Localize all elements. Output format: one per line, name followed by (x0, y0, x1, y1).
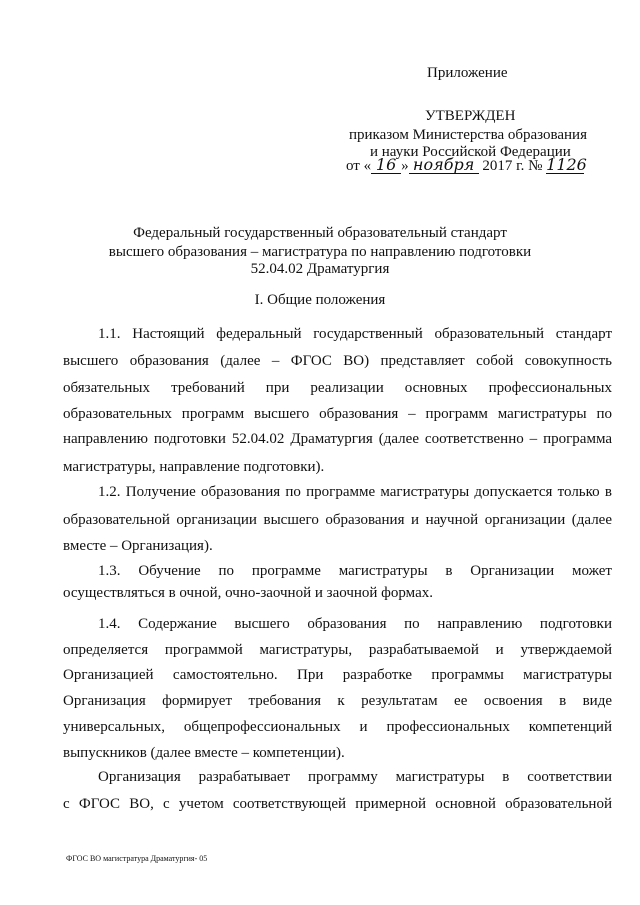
date-prefix: от « (346, 158, 372, 174)
date-day-handwritten: 16 (371, 157, 401, 174)
body-line: Организация разрабатывает программу магистратуры в соответствии (98, 769, 612, 785)
title-line-1: Федеральный государственный образовательный стандарт (133, 225, 507, 241)
body-line: вместе – Организация). (63, 538, 213, 554)
title-line-3: 52.04.02 Драматургия (250, 261, 390, 277)
appendix-label: Приложение (427, 65, 508, 81)
date-mid: » (401, 158, 409, 174)
body-line: с ФГОС ВО, с учетом соответствующей примерной основной образовательной (63, 796, 612, 812)
body-line: магистратуры, направление подготовки). (63, 459, 325, 475)
body-line: образовательной организации высшего образования и научной организации (далее (63, 512, 612, 528)
date-year: 2017 г. № (482, 158, 543, 174)
date-month-handwritten: ноября (409, 157, 479, 174)
order-date-line (346, 155, 587, 176)
title-line-2: высшего образования – магистратура по направлению подготовки (108, 244, 532, 260)
order-number-handwritten: 1126 (546, 155, 587, 174)
body-line: 1.2. Получение образования по программе магистратуры допускается только в (98, 484, 612, 500)
body-line: выпускников (далее вместе – компетенции). (63, 745, 345, 761)
body-line: 1.4. Содержание высшего образования по направлению подготовки (98, 616, 612, 632)
order-line-1: приказом Министерства образования (349, 127, 587, 143)
body-line: Организация формирует требования к результатам ее освоения в виде (63, 693, 612, 709)
section-heading: I. Общие положения (254, 292, 386, 308)
page-footer: ФГОС ВО магистратура Драматургия- 05 (66, 854, 208, 863)
body-line: высшего образования (далее – ФГОС ВО) представляет собой совокупность (63, 353, 612, 369)
body-line: обязательных требований при реализации основных профессиональных (63, 380, 612, 396)
order-line-2: и науки Российской Федерации (370, 144, 571, 160)
body-line: определяется программой магистратуры, разрабатываемой и утверждаемой (63, 642, 612, 658)
approved-label: УТВЕРЖДЕН (425, 108, 516, 124)
body-line: осуществляться в очной, очно-заочной и заочной формах. (63, 585, 433, 601)
body-line: образовательных программ высшего образования – программ магистратуры по (63, 406, 612, 422)
body-line: 1.1. Настоящий федеральный государственный образовательный стандарт (98, 326, 612, 342)
body-line: Организацией самостоятельно. При разработке программы магистратуры (63, 667, 612, 683)
body-line: 1.3. Обучение по программе магистратуры в Организации может (98, 563, 612, 579)
body-line: направлению подготовки 52.04.02 Драматургия (далее соответственно – программа (63, 431, 612, 447)
body-line: универсальных, общепрофессиональных и профессиональных компетенций (63, 719, 612, 735)
